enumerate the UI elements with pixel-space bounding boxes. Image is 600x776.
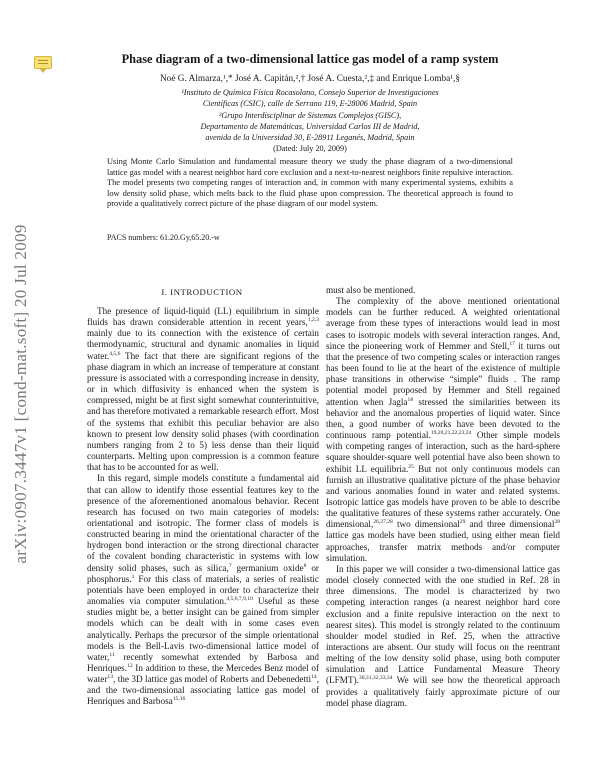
affiliation-line: Científicas (CSIC), calle de Serrano 119, E-28006 Madrid, Spain: [202, 99, 418, 108]
citation-ref[interactable]: 15,16: [172, 696, 186, 703]
section-heading: I. INTRODUCTION: [161, 287, 243, 297]
affiliation-line: ²Grupo Interdisciplinar de Sistemas Complejos (GISC),: [218, 111, 402, 120]
citation-ref[interactable]: 19,20,21,22,23,24: [430, 429, 472, 436]
citation-ref[interactable]: 12: [127, 662, 133, 669]
arxiv-margin-stamp: [8, 184, 34, 604]
abstract: Using Monte Carlo Simulation and fundamental measure theory we study the phase diagram of a two-dimensional lattice gas model with a nearest neighbor hard core exclusion and a next-to-nearest neighbors finite repulsive interaction. The model presents two competing ranges of interaction and, in common with many experimental systems, exhibits a low density solid phase, which melts back to the fluid phase upon compression. The theoretical approach is found to provide a qualitatively correct picture of the phase diagram of our model system.: [107, 157, 513, 209]
affiliation-line: avenida de la Universidad 30, E-28911 Leganés, Madrid, Spain: [205, 133, 415, 142]
paragraph: must also be mentioned.: [326, 285, 416, 295]
citation-ref[interactable]: 7: [228, 562, 232, 569]
citation-ref[interactable]: 1: [131, 573, 135, 580]
date-line: (Dated: July 20, 2009): [273, 144, 347, 153]
paragraph: The complexity of the above mentioned orientational models can be further reduced. A weighted orientational average from these types of interactions would lead in most cases to isotropic models with several interaction ranges. And, since the pioneering work of Hemmer and Stell,$^{17}$ it turns out that the presence of two competing scales or interaction ranges has been found to lie at the heart of the existence of multiple phase transitions in otherwise “simple” fluids . The ramp potential model proposed by Hemmer and Stell regained attention when Jagla$^{18}$ stressed the similarities between its behavior and the anomalous properties of liquid water. Since then, a good number of works have been devoted to the continuous ramp potential.$^{19,20,21,22,23,24}$ Other simple models with competing ranges of interaction, such as the hard-sphere square shoulder-square well potential have also been shown to exhibit LL equilibria.$^{25}$ But not only continuous models can furnish an illustrative qualitative picture of the phase behavior and various anomalies found in water and related systems. Isotropic lattice gas models have proven to be able to describe the qualitative features of these systems rather accurately. One dimensional,$^{26,27,28}$ two dimensional$^{29}$ and three dimensional$^{28}$ lattice gas models have been studied, using either mean field approaches, transfer matrix methods and/or computer simulation.: [326, 296, 560, 563]
paragraph: In this paper we will consider a two-dimensional lattice gas model closely connected with the one studied in Ref. 28 in three dimensions. The model is characterized by two competing interaction ranges (a nearest neighbor hard core exclusion and a finite repulsive interaction on the next to nearest sites). This model is strongly related to the continuum shoulder model studied in Ref. 25, when the attractive interactions are absent. Our study will focus on the reentrant melting of the low density solid phase, using both computer simulation and Lattice Fundamental Measure Theory (LFMT).$^{30,31,32,33,34}$ We will see how the theoretical approach provides a qualitatively fairly approximate picture of our model phase diagram.: [326, 563, 560, 708]
paragraph: The presence of liquid-liquid (LL) equilibrium in simple fluids has drawn considerable attention in recent years,$^{1,2,3}$ mainly due to its connection with the existence of certain thermodynamic, structural and dynamic anomalies in liquid water.$^{4,5,6}$ The fact that there are significant regions of the phase diagram in which an increase of temperature at constant pressure is associated with a corresponding increase in density, or in which diffusivity is enhanced when the system is compressed, might be at first sight somewhat counterintuitive, and has therefore motivated a remarkable research effort. Most of the systems that exhibit this peculiar behavior are also known to present low density solid phases (with coordination numbers ranging from 2 to 5) less dense than their liquid counterparts. Melting upon compression is a common feature that has to be accounted for as well.: [87, 306, 319, 473]
arxiv-id: arXiv:0907.3447v1 [cond-mat.soft] 20 Jul 2009: [11, 224, 30, 564]
left-column: [87, 306, 319, 708]
citation-ref[interactable]: 8: [303, 562, 307, 569]
citation-ref[interactable]: 18: [407, 396, 414, 403]
citation-ref[interactable]: 1,2,3: [307, 317, 319, 324]
paper-title: Phase diagram of a two-dimensional lattice gas model of a ramp system: [121, 52, 499, 66]
author-list: Noé G. Almarza,¹,* José A. Capitán,²,† José A. Cuesta,²,‡ and Enrique Lomba¹,§: [159, 74, 461, 84]
citation-ref[interactable]: 17: [509, 340, 515, 347]
citation-ref[interactable]: 28: [554, 519, 560, 526]
citation-ref[interactable]: 13: [107, 674, 113, 681]
citation-ref[interactable]: 4,5,6,7,9,10: [226, 596, 253, 602]
citation-ref[interactable]: 14: [311, 674, 317, 681]
citation-ref[interactable]: 30,31,32,33,34: [358, 675, 393, 682]
citation-ref[interactable]: 4,5,6: [109, 350, 121, 357]
affiliation-line: ¹Instituto de Química Física Rocasolano, Consejo Superior de Investigaciones: [181, 88, 439, 97]
right-column: [326, 285, 560, 709]
citation-ref[interactable]: 11: [109, 651, 115, 658]
pacs-numbers: PACS numbers: 61.20.Gy,65.20.-w: [107, 233, 220, 242]
citation-ref[interactable]: 26,27,28: [373, 519, 393, 526]
citation-ref[interactable]: 25: [408, 463, 414, 470]
affiliation-line: Departamento de Matemáticas, Universidad Carlos III de Madrid,: [200, 122, 420, 131]
annotation-note-icon[interactable]: [34, 56, 52, 69]
citation-ref[interactable]: 29: [459, 519, 466, 526]
paragraph: In this regard, simple models constitute a fundamental aid that can allow to identify those essential features key to the presence of the aforementioned anomalous behavior. Recent research has focused on two main categories of models: orientational and isotropic. The former class of models is constructed bearing in mind the orientational character of the hydrogen bond interaction or the strong directional character of the covalent bonding characteristic in systems with low density solid phases, such as silica,$^7$ germanium oxide$^8$ or phosphorus.$^1$ For this class of materials, a series of realistic potentials have been employed in order to characterize their anomalies via computer simulation.$^{4,5,6,7,9,10}$ Useful as these studies might be, a better insight can be gained from simpler models which can be dealt with in some cases even analytically. Perhaps the precursor of the simple orientational models is the Bell-Lavis two-dimensional lattice model of water,$^{11}$ recently somewhat extended by Barbosa and Henriques.$^{12}$ In addition to these, the Mercedes Benz model of water$^{13}$, the 3D lattice gas model of Roberts and Debenedetti$^{14}$, and the two-dimensional associating lattice gas model of Henriques and Barbosa$^{15,16}$: [87, 473, 319, 707]
